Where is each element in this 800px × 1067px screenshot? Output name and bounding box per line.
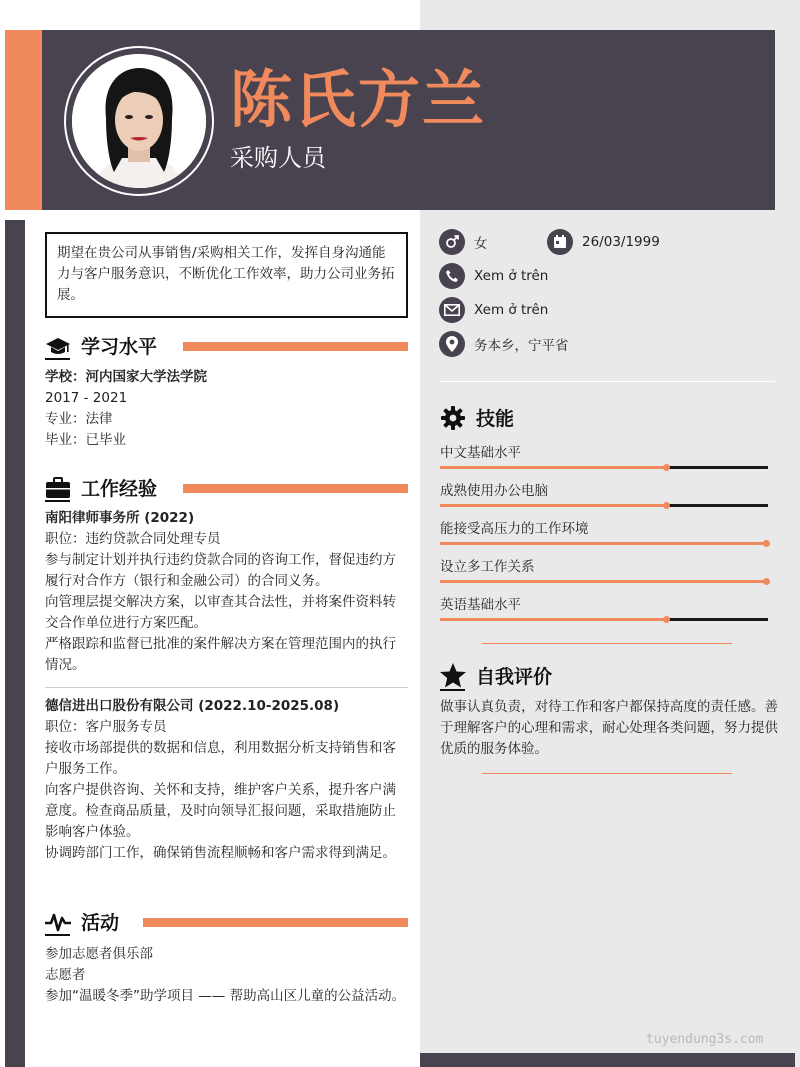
activity-item: 志愿者	[45, 967, 86, 983]
job-duty: 向管理层提交解决方案，以审查其合法性，并将案件资料转交合作单位进行方案匹配。	[45, 594, 396, 631]
self-evaluation-text: 做事认真负责，对待工作和客户都保持高度的责任感。善于理解客户的心理和需求，耐心处理各类问题，努力提供优质的服务体验。	[440, 699, 778, 757]
section-skills-label: 技能	[476, 408, 515, 430]
section-education-label: 学习水平	[81, 336, 158, 358]
address-value: 务本乡，宁平省	[474, 338, 569, 354]
skill-bar-fill	[440, 542, 768, 545]
skill-label: 英语基础水平	[440, 597, 521, 613]
info-gender	[439, 229, 488, 255]
job-position: 职位：违约贷款合同处理专员	[45, 531, 221, 547]
skill-bar-handle	[763, 578, 770, 585]
location-pin-icon	[439, 331, 465, 357]
section-divider	[482, 773, 732, 774]
section-rule	[183, 342, 408, 351]
section-rule	[183, 484, 408, 493]
section-underline	[45, 500, 70, 502]
section-experience-label: 工作经验	[81, 478, 158, 500]
experience-job-1	[45, 508, 408, 676]
info-phone	[439, 263, 548, 289]
activity-pulse-icon	[45, 909, 71, 935]
graduation-cap-icon	[45, 333, 71, 359]
skill-bar-fill	[440, 466, 666, 469]
experience-job-2	[45, 696, 408, 864]
gender-value: 女	[474, 236, 488, 252]
info-address	[439, 331, 569, 357]
birthday-value: 26/03/1999	[582, 234, 660, 250]
candidate-name: 陈氏方兰	[230, 63, 487, 136]
skill-bar	[440, 580, 768, 583]
skill-bar-handle	[663, 464, 670, 471]
career-objective: 期望在贵公司从事销售/采购相关工作，发挥自身沟通能力与客户服务意识，不断优化工作效率，助力公司业务拓展。	[45, 232, 408, 318]
job-duty: 接收市场部提供的数据和信息，利用数据分析支持销售和客户服务工作。	[45, 740, 396, 777]
skill-bar-fill	[440, 580, 768, 583]
job-company: 南阳律师事务所 (2022)	[45, 510, 195, 526]
section-skills-title	[440, 404, 514, 431]
bottom-bar	[420, 1053, 795, 1067]
job-duty: 协调跨部门工作，确保销售流程顺畅和客户需求得到满足。	[45, 845, 396, 861]
section-divider	[482, 643, 732, 644]
info-birthday	[547, 229, 660, 255]
info-email	[439, 297, 548, 323]
skill-bar-handle	[763, 540, 770, 547]
section-education-title	[45, 332, 157, 359]
section-activities-label: 活动	[81, 912, 120, 934]
job-duty: 严格跟踪和监督已批准的案件解决方案在管理范围内的执行情况。	[45, 636, 396, 673]
job-company: 德信进出口股份有限公司 (2022.10-2025.08)	[45, 698, 340, 714]
avatar	[72, 54, 206, 188]
calendar-icon	[547, 229, 573, 255]
section-experience-title	[45, 474, 157, 501]
section-activities-title	[45, 908, 119, 935]
email-icon	[439, 297, 465, 323]
skill-bar	[440, 466, 768, 469]
job-position: 职位：客户服务专员	[45, 719, 167, 735]
education-details	[45, 367, 408, 451]
education-school: 学校：河内国家大学法学院	[45, 369, 207, 385]
education-status: 毕业：已毕业	[45, 432, 126, 448]
skill-bar	[440, 618, 768, 621]
job-divider	[45, 687, 408, 688]
section-rule	[143, 918, 408, 927]
gender-icon	[439, 229, 465, 255]
section-underline	[440, 689, 465, 691]
email-value: Xem ở trên	[474, 302, 549, 318]
star-icon	[440, 663, 466, 689]
phone-value: Xem ở trên	[474, 268, 549, 284]
skill-label: 成熟使用办公电脑	[440, 483, 548, 499]
left-side-bar	[5, 220, 25, 1067]
skill-bar	[440, 542, 768, 545]
watermark: tuyendung3s.com	[646, 1032, 764, 1047]
job-title: 采购人员	[230, 144, 326, 172]
skill-label: 能接受高压力的工作环境	[440, 521, 589, 537]
skill-bar-fill	[440, 618, 666, 621]
info-divider	[440, 381, 775, 382]
header-accent-bar	[5, 30, 42, 210]
activities-list	[45, 944, 408, 1007]
skill-bar	[440, 504, 768, 507]
gear-icon	[440, 405, 466, 431]
skill-label: 设立多工作关系	[440, 559, 535, 575]
phone-icon	[439, 263, 465, 289]
education-years: 2017 - 2021	[45, 390, 128, 406]
job-duty: 向客户提供咨询、关怀和支持，维护客户关系，提升客户满意度。检查商品质量，及时向领导汇报问题，采取措施防止影响客户体验。	[45, 782, 396, 840]
section-underline	[45, 934, 70, 936]
section-self-evaluation-title	[440, 662, 552, 689]
skill-bar-handle	[663, 616, 670, 623]
skill-label: 中文基础水平	[440, 445, 521, 461]
section-underline	[45, 358, 70, 360]
job-duty: 参与制定计划并执行违约贷款合同的咨询工作，督促违约方履行对合作方（银行和金融公司）的合同义务。	[45, 552, 396, 589]
skill-bar-handle	[663, 502, 670, 509]
education-major: 专业：法律	[45, 411, 113, 427]
briefcase-icon	[45, 475, 71, 501]
activity-item: 参加“温暖冬季”助学项目 —— 帮助高山区儿童的公益活动。	[45, 988, 406, 1004]
section-self-evaluation-label: 自我评价	[476, 666, 553, 688]
skill-bar-fill	[440, 504, 666, 507]
activity-item: 参加志愿者俱乐部	[45, 946, 153, 962]
